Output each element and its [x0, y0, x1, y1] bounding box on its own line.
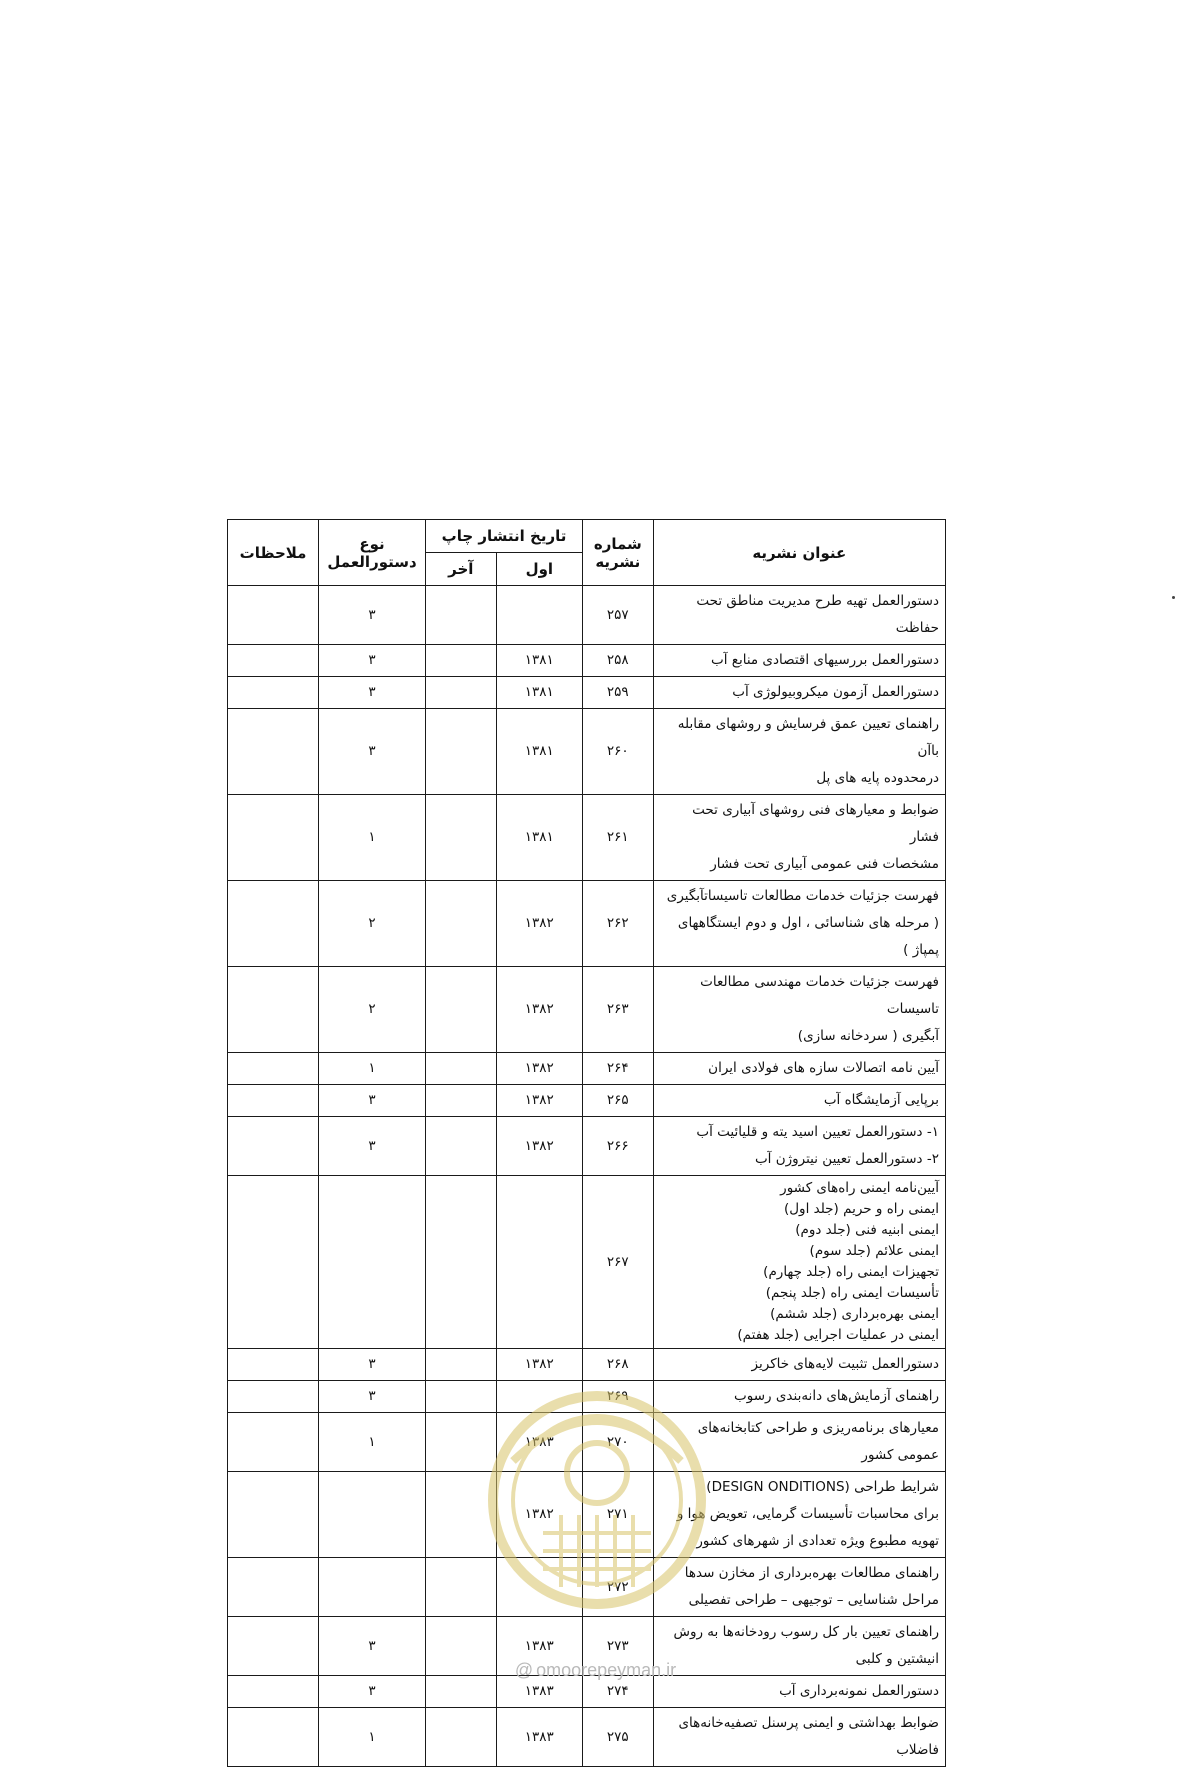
title-line: ( مرحله های شناسائی ، اول و دوم ایستگاههای	[677, 915, 939, 931]
cell-title	[653, 881, 945, 967]
table-row	[228, 1349, 946, 1381]
header-number-line2: نشریه	[595, 552, 641, 571]
title-line: آیین نامه اتصالات سازه های فولادی ایران	[708, 1060, 939, 1076]
cell-number: ۲۶۶	[583, 1117, 654, 1176]
header-number-line1: شماره	[593, 534, 642, 553]
title-line: راهنمای مطالعات بهره‌برداری از مخازن سدها	[684, 1565, 939, 1581]
table-row	[228, 1558, 946, 1617]
cell-number: ۲۶۱	[583, 795, 654, 881]
cell-last	[426, 709, 497, 795]
header-title: عنوان نشریه	[653, 520, 945, 586]
header-type-line2: دستورالعمل	[327, 552, 417, 571]
table-row	[228, 586, 946, 645]
cell-title	[653, 1558, 945, 1617]
cell-type: ۱	[319, 795, 426, 881]
title-line: تهویه مطبوع ویژه تعدادی از شهرهای کشور	[696, 1533, 939, 1549]
cell-number: ۲۵۹	[583, 677, 654, 709]
cell-last	[426, 1053, 497, 1085]
cell-notes	[228, 709, 319, 795]
cell-number: ۲۶۹	[583, 1381, 654, 1413]
cell-type: ۳	[319, 709, 426, 795]
table-row	[228, 881, 946, 967]
cell-notes	[228, 1053, 319, 1085]
cell-title	[653, 1413, 945, 1472]
cell-last	[426, 1176, 497, 1349]
cell-first	[496, 1176, 582, 1349]
cell-type: ۱	[319, 1708, 426, 1767]
header-type-line1: نوع	[359, 534, 385, 553]
footer-url-text: omoorepeyman.ir	[536, 1660, 677, 1680]
table-row	[228, 1053, 946, 1085]
cell-number: ۲۷۱	[583, 1472, 654, 1558]
cell-type: ۳	[319, 677, 426, 709]
cell-notes	[228, 1413, 319, 1472]
cell-type: ۳	[319, 1381, 426, 1413]
cell-number: ۲۶۴	[583, 1053, 654, 1085]
cell-number: ۲۷۲	[583, 1558, 654, 1617]
cell-type: ۱	[319, 1413, 426, 1472]
header-type	[319, 520, 426, 586]
cell-last	[426, 1349, 497, 1381]
cell-first: ۱۳۸۲	[496, 1085, 582, 1117]
cell-type: ۳	[319, 1676, 426, 1708]
cell-number: ۲۶۷	[583, 1176, 654, 1349]
cell-last	[426, 795, 497, 881]
title-line: مشخصات فنی عمومی آبیاری تحت فشار	[710, 856, 939, 872]
cell-number: ۲۶۲	[583, 881, 654, 967]
cell-title	[653, 1176, 945, 1349]
title-line: دستورالعمل نمونه‌برداری آب	[779, 1683, 939, 1699]
cell-notes	[228, 967, 319, 1053]
cell-notes	[228, 677, 319, 709]
cell-type: ۳	[319, 1085, 426, 1117]
cell-last	[426, 1558, 497, 1617]
cell-first: ۱۳۸۱	[496, 709, 582, 795]
cell-type: ۱	[319, 1053, 426, 1085]
table-row	[228, 645, 946, 677]
cell-number: ۲۶۳	[583, 967, 654, 1053]
title-line: پمپاژ )	[903, 942, 939, 958]
title-line: ضوابط بهداشتی و ایمنی پرسنل تصفیه‌خانه‌های	[678, 1715, 939, 1731]
cell-title	[653, 1053, 945, 1085]
cell-type	[319, 1558, 426, 1617]
title-line: عمومی کشور	[861, 1447, 939, 1463]
header-publish-date: تاریخ انتشار چاپ	[426, 520, 583, 553]
title-line: درمحدوده پایه های پل	[816, 770, 939, 786]
cell-notes	[228, 795, 319, 881]
table-row	[228, 677, 946, 709]
cell-first: ۱۳۸۲	[496, 1472, 582, 1558]
title-line: ضوابط و معیارهای فنی روشهای آبیاری تحت فشار	[692, 802, 939, 845]
table-row	[228, 1381, 946, 1413]
table-row	[228, 795, 946, 881]
title-line: دستورالعمل تثبیت لایه‌های خاکریز	[751, 1356, 939, 1372]
cell-type	[319, 1472, 426, 1558]
cell-type	[319, 1176, 426, 1349]
cell-notes	[228, 1117, 319, 1176]
cell-number: ۲۷۵	[583, 1708, 654, 1767]
title-line: ۱- دستورالعمل تعیین اسید یته و قلیائیت آب	[696, 1124, 939, 1140]
cell-last	[426, 1708, 497, 1767]
cell-title	[653, 1708, 945, 1767]
title-line: راهنمای تعیین بار کل رسوب رودخانه‌ها به روش	[673, 1624, 939, 1640]
title-line: فاضلاب	[896, 1742, 939, 1758]
title-line: دستورالعمل بررسیهای اقتصادی منابع آب	[711, 652, 939, 668]
header-last: آخر	[426, 553, 497, 586]
cell-first: ۱۳۸۲	[496, 1053, 582, 1085]
table-row	[228, 1176, 946, 1349]
page-speck	[1172, 596, 1175, 599]
title-line: مراحل شناسایی – توجیهی – طراحی تفصیلی	[688, 1592, 939, 1608]
title-line: فهرست جزئیات خدمات مهندسی مطالعات تاسیسات	[700, 974, 939, 1017]
header-number	[583, 520, 654, 586]
title-line: برپایی آزمایشگاه آب	[823, 1092, 939, 1108]
cell-type: ۲	[319, 881, 426, 967]
title-line: شرایط طراحی (DESIGN ONDITIONS)	[706, 1479, 939, 1495]
title-line: معیارهای برنامه‌ریزی و طراحی کتابخانه‌های	[697, 1420, 939, 1436]
title-line: ایمنی علائم (جلد سوم)	[809, 1243, 939, 1259]
cell-type: ۳	[319, 1117, 426, 1176]
cell-notes	[228, 645, 319, 677]
title-line: راهنمای تعیین عمق فرسایش و روشهای مقابله باآن	[677, 716, 939, 759]
cell-type: ۳	[319, 645, 426, 677]
title-line: تجهیزات ایمنی راه (جلد چهارم)	[763, 1264, 939, 1280]
cell-title	[653, 586, 945, 645]
cell-number: ۲۶۸	[583, 1349, 654, 1381]
title-line: آیین‌نامه ایمنی راه‌های کشور	[780, 1180, 939, 1196]
title-line: دستورالعمل تهیه طرح مدیریت مناطق تحت حفاظت	[696, 593, 939, 636]
header-notes: ملاحظات	[228, 520, 319, 586]
cell-first: ۱۳۸۱	[496, 677, 582, 709]
cell-type: ۲	[319, 967, 426, 1053]
cell-number: ۲۶۰	[583, 709, 654, 795]
cell-notes	[228, 1085, 319, 1117]
cell-notes	[228, 1558, 319, 1617]
cell-title	[653, 1085, 945, 1117]
title-line: ایمنی در عملیات اجرایی (جلد هفتم)	[737, 1327, 939, 1343]
cell-first: ۱۳۸۱	[496, 795, 582, 881]
title-line: ایمنی راه و حریم (جلد اول)	[783, 1201, 939, 1217]
table-row	[228, 967, 946, 1053]
cell-title	[653, 1381, 945, 1413]
title-line: فهرست جزئیات خدمات مطالعات تاسیساتآبگیری	[666, 888, 939, 904]
cell-title	[653, 967, 945, 1053]
cell-title	[653, 1472, 945, 1558]
cell-first: ۱۳۸۳	[496, 1676, 582, 1708]
cell-last	[426, 586, 497, 645]
cell-type: ۳	[319, 1617, 426, 1676]
title-line: ۲- دستورالعمل تعیین نیتروژن آب	[754, 1151, 939, 1167]
table-row	[228, 1472, 946, 1558]
cell-title	[653, 677, 945, 709]
cell-last	[426, 881, 497, 967]
cell-last	[426, 1085, 497, 1117]
title-line: ایمنی بهره‌برداری (جلد ششم)	[770, 1306, 939, 1322]
cell-last	[426, 1381, 497, 1413]
cell-number: ۲۶۵	[583, 1085, 654, 1117]
table-row	[228, 709, 946, 795]
cell-last	[426, 645, 497, 677]
cell-notes	[228, 1176, 319, 1349]
cell-notes	[228, 1349, 319, 1381]
cell-type: ۳	[319, 586, 426, 645]
at-sign-icon: @	[514, 1660, 534, 1680]
cell-number: ۲۵۸	[583, 645, 654, 677]
cell-number: ۲۵۷	[583, 586, 654, 645]
cell-title	[653, 709, 945, 795]
cell-last	[426, 1117, 497, 1176]
cell-first: ۱۳۸۲	[496, 1349, 582, 1381]
table-body	[228, 586, 946, 1767]
cell-last	[426, 1413, 497, 1472]
title-line: برای محاسبات تأسیسات گرمایی، تعویض هوا و	[676, 1506, 939, 1522]
cell-number: ۲۷۰	[583, 1413, 654, 1472]
cell-first	[496, 586, 582, 645]
cell-title	[653, 1349, 945, 1381]
cell-first: ۱۳۸۲	[496, 1117, 582, 1176]
cell-title	[653, 795, 945, 881]
title-line: دستورالعمل آزمون میکروبیولوژی آب	[732, 684, 939, 700]
title-line: راهنمای آزمایش‌های دانه‌بندی رسوب	[734, 1388, 939, 1404]
title-line: انیشتین و کلبی	[855, 1651, 939, 1667]
cell-first	[496, 1558, 582, 1617]
title-line: تأسیسات ایمنی راه (جلد پنجم)	[765, 1285, 939, 1301]
cell-last	[426, 967, 497, 1053]
cell-number: ۲۷۳	[583, 1617, 654, 1676]
table-row	[228, 1708, 946, 1767]
header-first: اول	[496, 553, 582, 586]
cell-notes	[228, 1381, 319, 1413]
footer-url	[0, 1660, 1191, 1681]
table-row	[228, 1413, 946, 1472]
publications-table	[227, 519, 946, 1767]
cell-last	[426, 1472, 497, 1558]
cell-first: ۱۳۸۱	[496, 645, 582, 677]
cell-notes	[228, 881, 319, 967]
cell-notes	[228, 586, 319, 645]
cell-last	[426, 677, 497, 709]
cell-type: ۳	[319, 1349, 426, 1381]
cell-first	[496, 1381, 582, 1413]
table-row	[228, 1117, 946, 1176]
cell-first: ۱۳۸۳	[496, 1413, 582, 1472]
cell-first: ۱۳۸۲	[496, 881, 582, 967]
cell-title	[653, 1117, 945, 1176]
cell-first: ۱۳۸۳	[496, 1708, 582, 1767]
title-line: ایمنی ابنیه فنی (جلد دوم)	[795, 1222, 939, 1238]
cell-number: ۲۷۴	[583, 1676, 654, 1708]
title-line: آبگیری ( سردخانه سازی)	[797, 1028, 939, 1044]
cell-first: ۱۳۸۳	[496, 1617, 582, 1676]
table-row	[228, 1085, 946, 1117]
cell-notes	[228, 1472, 319, 1558]
cell-title	[653, 645, 945, 677]
cell-first: ۱۳۸۲	[496, 967, 582, 1053]
cell-notes	[228, 1708, 319, 1767]
